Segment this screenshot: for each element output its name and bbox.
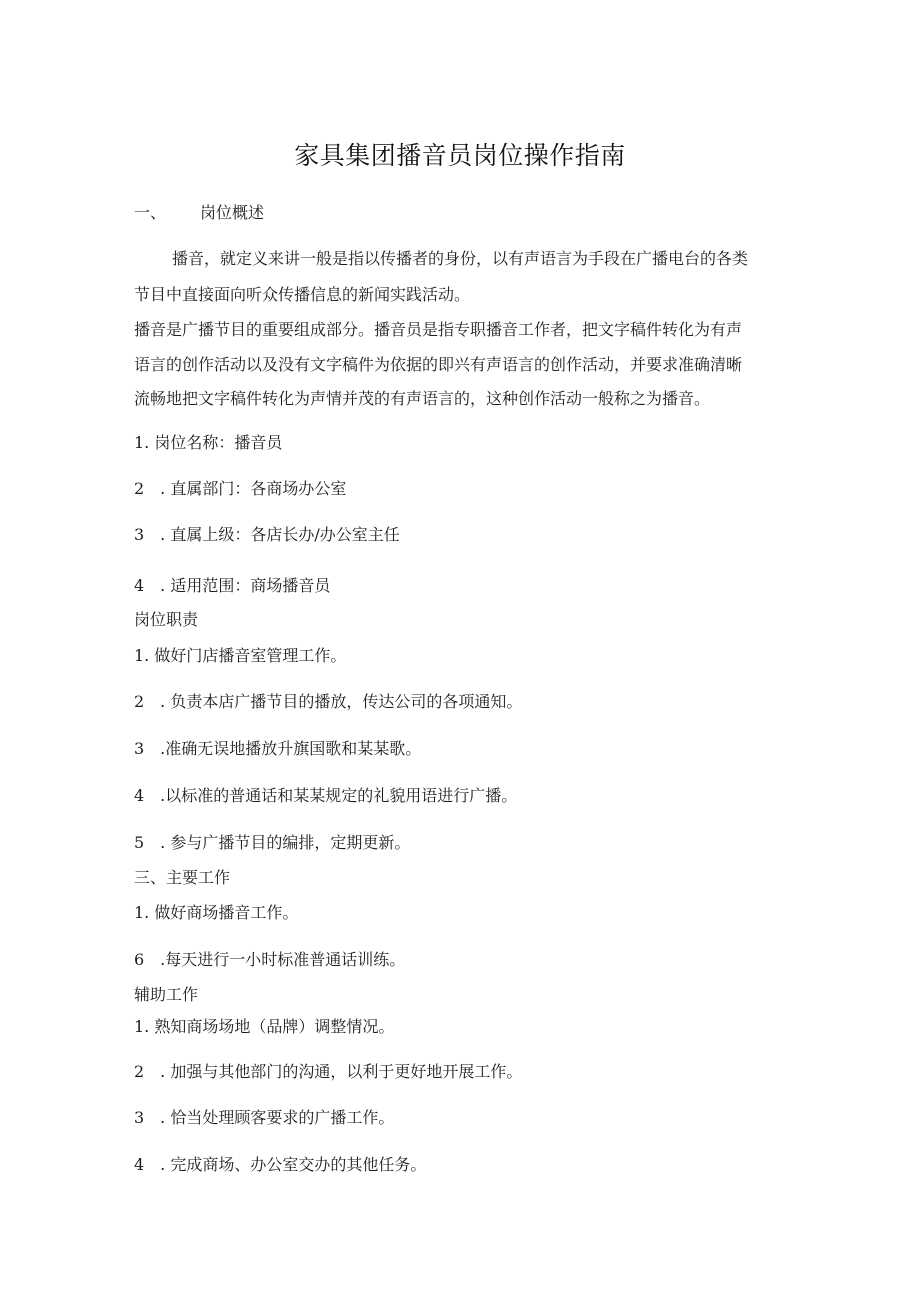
aux-work-item: 2 . 加强与其他部门的沟通，以利于更好地开展工作。 <box>134 1062 523 1081</box>
info-item: 1. 岗位名称：播音员 <box>134 433 283 452</box>
info-item: 4 . 适用范围：商场播音员 <box>134 576 331 595</box>
duty-item: 1. 做好门店播音室管理工作。 <box>134 646 347 665</box>
paragraph-line: 节目中直接面向听众传播信息的新闻实践活动。 <box>134 285 471 304</box>
paragraph-line: 语言的创作活动以及没有文字稿件为依据的即兴有声语言的创作活动，并要求准确清晰 <box>134 355 743 374</box>
main-work-item: 1. 做好商场播音工作。 <box>134 903 299 922</box>
duty-item: 5 . 参与广播节目的编排，定期更新。 <box>134 833 411 852</box>
section-number: 一、 <box>134 203 167 222</box>
section-heading: 岗位概述 <box>200 203 265 222</box>
duty-item: 3 .准确无误地播放升旗国歌和某某歌。 <box>134 739 422 758</box>
main-work-item: 6 .每天进行一小时标准普通话训练。 <box>134 950 406 969</box>
duty-item: 2 . 负责本店广播节目的播放，传达公司的各项通知。 <box>134 692 523 711</box>
info-item: 3 . 直属上级：各店长办/办公室主任 <box>134 525 400 544</box>
duty-item: 4 .以标准的普通话和某某规定的礼貌用语进行广播。 <box>134 786 518 805</box>
aux-work-item: 4 . 完成商场、办公室交办的其他任务。 <box>134 1155 427 1174</box>
main-work-heading: 三、主要工作 <box>134 868 231 887</box>
duties-heading: 岗位职责 <box>134 610 199 629</box>
document-title: 家具集团播音员岗位操作指南 <box>294 141 626 170</box>
aux-work-heading: 辅助工作 <box>134 985 199 1004</box>
aux-work-item: 3 . 恰当处理顾客要求的广播工作。 <box>134 1108 395 1127</box>
paragraph-line: 流畅地把文字稿件转化为声情并茂的有声语言的，这种创作活动一般称之为播音。 <box>134 389 711 408</box>
info-item: 2 . 直属部门：各商场办公室 <box>134 479 347 498</box>
paragraph-line: 播音是广播节目的重要组成部分。播音员是指专职播音工作者，把文字稿件转化为有声 <box>134 320 743 339</box>
paragraph-line: 播音，就定义来讲一般是指以传播者的身份，以有声语言为手段在广播电台的各类 <box>172 249 749 268</box>
aux-work-item: 1. 熟知商场场地（品牌）调整情况。 <box>134 1017 395 1036</box>
